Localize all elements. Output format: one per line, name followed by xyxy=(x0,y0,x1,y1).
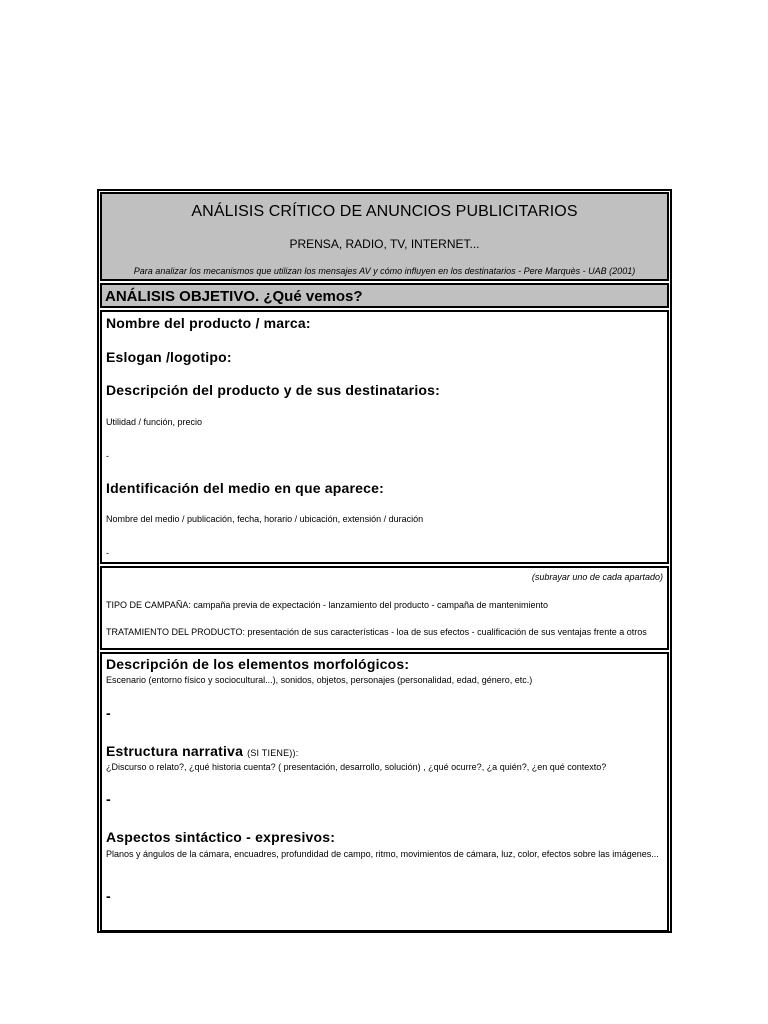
medium-hint: Nombre del medio / publicación, fecha, horario / ubicación, extensión / duración xyxy=(106,514,424,524)
analysis-form xyxy=(97,189,672,933)
narrative-hint: ¿Discurso o relato?, ¿qué historia cuenta? ( presentación, desarrollo, solución) , ¿qué ocurre?, ¿a quién?, ¿en qué contexto? xyxy=(106,762,607,772)
morphological-section xyxy=(100,652,669,932)
product-section xyxy=(100,310,669,564)
campaign-type-options: TIPO DE CAMPAÑA: campaña previa de expectación - lanzamiento del producto - campaña de mantenimiento xyxy=(106,600,549,610)
slogan-label: Eslogan /logotipo: xyxy=(106,349,232,365)
product-name-label: Nombre del producto / marca: xyxy=(106,315,311,331)
morphological-answer-dash: - xyxy=(106,705,111,721)
form-title: ANÁLISIS CRÍTICO DE ANUNCIOS PUBLICITARIOS xyxy=(191,203,578,220)
product-treatment-options: TRATAMIENTO DEL PRODUCTO: presentación de sus características - loa de sus efectos - cualificación de sus ventajas frente a otros xyxy=(106,627,647,637)
form-subtitle: PRENSA, RADIO, TV, INTERNET... xyxy=(289,237,480,251)
morphological-label: Descripción de los elementos morfológicos: xyxy=(106,656,410,672)
narrative-answer-dash: - xyxy=(106,791,111,807)
medium-answer-dash: - xyxy=(106,548,109,558)
form-header xyxy=(100,192,669,281)
description-hint: Utilidad / función, precio xyxy=(106,417,203,427)
narrative-label: Estructura narrativa xyxy=(106,743,244,759)
syntactic-hint: Planos y ángulos de la cámara, encuadres, profundidad de campo, ritmo, movimientos de cámara, luz, color, efectos sobre las imágenes... xyxy=(106,849,659,859)
medium-label: Identificación del medio en que aparece: xyxy=(106,480,384,496)
form-author-note: Para analizar los mecanismos que utilizan los mensajes AV y cómo influyen en los destinatarios - Pere Marquès - UAB (2001) xyxy=(133,266,636,276)
underline-instruction: (subrayar uno de cada apartado) xyxy=(531,572,663,582)
campaign-section xyxy=(100,566,669,650)
description-answer-dash: - xyxy=(106,451,109,461)
description-label: Descripción del producto y de sus destinatarios: xyxy=(106,382,441,398)
syntactic-answer-dash: - xyxy=(106,888,111,904)
objective-section-bar xyxy=(100,283,669,308)
syntactic-label: Aspectos sintáctico - expresivos: xyxy=(106,829,336,845)
narrative-heading xyxy=(106,743,298,759)
objective-title: ANÁLISIS OBJETIVO. ¿Qué vemos? xyxy=(105,288,363,305)
morphological-hint: Escenario (entorno físico y sociocultural...), sonidos, objetos, personajes (personalidad, edad, género, etc.) xyxy=(106,675,533,685)
narrative-note: (SI TIENE)): xyxy=(247,748,299,758)
